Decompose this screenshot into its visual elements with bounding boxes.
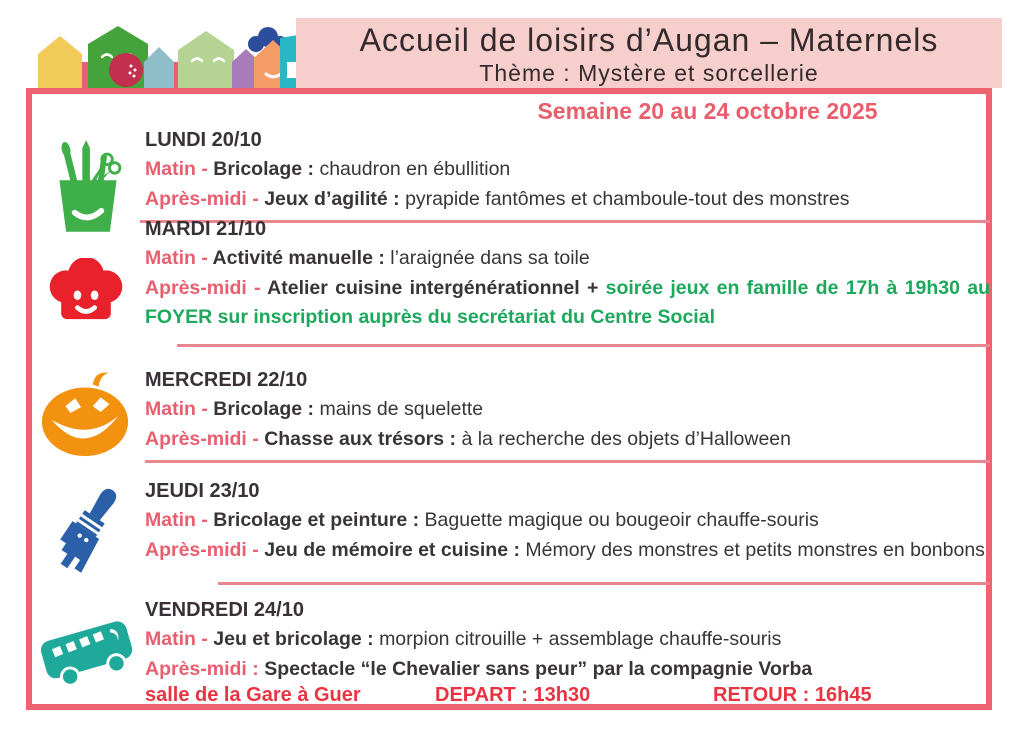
activity-line xyxy=(145,536,990,566)
day-section xyxy=(145,596,990,713)
activity-segment-period: Après-midi - xyxy=(145,427,265,450)
activity-segment-bold: Activité manuelle : xyxy=(212,247,391,269)
activity-segment-bold: Jeu de mémoire et cuisine : xyxy=(264,538,526,561)
activity-segment-period: Après-midi : xyxy=(145,657,265,680)
activity-line xyxy=(145,425,990,455)
activity-segment-period: Après-midi - xyxy=(145,276,268,299)
week-title: Semaine 20 au 24 octobre 2025 xyxy=(537,98,878,124)
page-subtitle: Thème : Mystère et sorcellerie xyxy=(479,60,819,86)
activity-line xyxy=(145,625,990,655)
activity-segment-bold: Jeux d’agilité : xyxy=(264,187,406,210)
trip-return-time: RETOUR : 16h45 xyxy=(713,684,872,706)
activity-line xyxy=(145,395,990,425)
day-heading: JEUDI 23/10 xyxy=(145,480,260,502)
activity-segment-bold: Bricolage : xyxy=(213,398,320,420)
activity-line xyxy=(145,274,990,333)
bus-icon xyxy=(34,602,138,694)
day-section xyxy=(145,215,990,333)
activity-line xyxy=(145,185,990,215)
separator-line xyxy=(145,460,990,463)
activity-segment-period: Matin - xyxy=(145,509,214,531)
chef-hat-icon xyxy=(42,258,130,342)
activity-segment-period: Matin - xyxy=(145,158,214,180)
activity-segment-period: Matin - xyxy=(145,398,214,420)
activity-segment-green: soirée jeux en famille de 17h à 19h30 au FOYER sur inscription auprès du secrétariat du Centre Social xyxy=(145,276,990,328)
activity-segment-bold: Bricolage : xyxy=(213,158,320,180)
trip-departure-time: DEPART : 13h30 xyxy=(435,684,591,706)
activity-segment-normal: Mémory des monstres et petits monstres en bonbons xyxy=(525,538,985,561)
activity-line xyxy=(145,506,990,536)
activity-segment-bold: Spectacle “le Chevalier sans peur” par la compagnie Vorba xyxy=(264,657,813,680)
activity-segment-normal: à la recherche des objets d’Halloween xyxy=(461,427,791,450)
activity-segment-normal: chaudron en ébullition xyxy=(319,158,511,180)
activity-segment-period: Après-midi - xyxy=(145,538,265,561)
activity-segment-period: Matin - xyxy=(145,628,214,650)
activity-line xyxy=(145,155,990,185)
separator-line xyxy=(177,344,990,347)
day-section xyxy=(145,366,990,454)
activity-segment-normal: Baguette magique ou bougeoir chauffe-souris xyxy=(424,509,819,531)
activity-segment-normal: mains de squelette xyxy=(319,398,484,420)
paintbrush-icon xyxy=(44,482,132,586)
activity-line xyxy=(145,244,990,274)
activity-line xyxy=(145,655,990,685)
header-banner xyxy=(296,18,1002,88)
trip-details xyxy=(145,684,990,713)
activity-segment-bold: Jeu et bricolage : xyxy=(213,628,380,650)
houses-illustration xyxy=(30,24,306,90)
activity-segment-bold: Atelier cuisine intergénérationnel + xyxy=(267,276,606,299)
day-heading: MERCREDI 22/10 xyxy=(145,369,308,391)
activity-segment-period: Après-midi - xyxy=(145,187,265,210)
art-supplies-icon xyxy=(48,138,128,234)
day-heading: LUNDI 20/10 xyxy=(145,129,262,151)
day-section xyxy=(145,126,990,214)
day-section xyxy=(145,477,990,565)
activity-segment-normal: pyrapide fantômes et chamboule-tout des monstres xyxy=(405,187,850,210)
page-title: Accueil de loisirs d’Augan – Maternels xyxy=(359,22,939,58)
activity-segment-normal: l’araignée dans sa toile xyxy=(390,247,590,269)
separator-line xyxy=(218,582,990,585)
activity-segment-bold: Bricolage et peinture : xyxy=(213,509,425,531)
day-heading: MARDI 21/10 xyxy=(145,218,267,240)
activity-segment-bold: Chasse aux trésors : xyxy=(264,427,462,450)
trip-place: salle de la Gare à Guer xyxy=(145,684,361,706)
day-heading: VENDREDI 24/10 xyxy=(145,599,304,621)
pumpkin-icon xyxy=(38,366,132,458)
activity-segment-period: Matin - xyxy=(145,247,213,269)
activity-segment-normal: morpion citrouille + assemblage chauffe-souris xyxy=(379,628,782,650)
